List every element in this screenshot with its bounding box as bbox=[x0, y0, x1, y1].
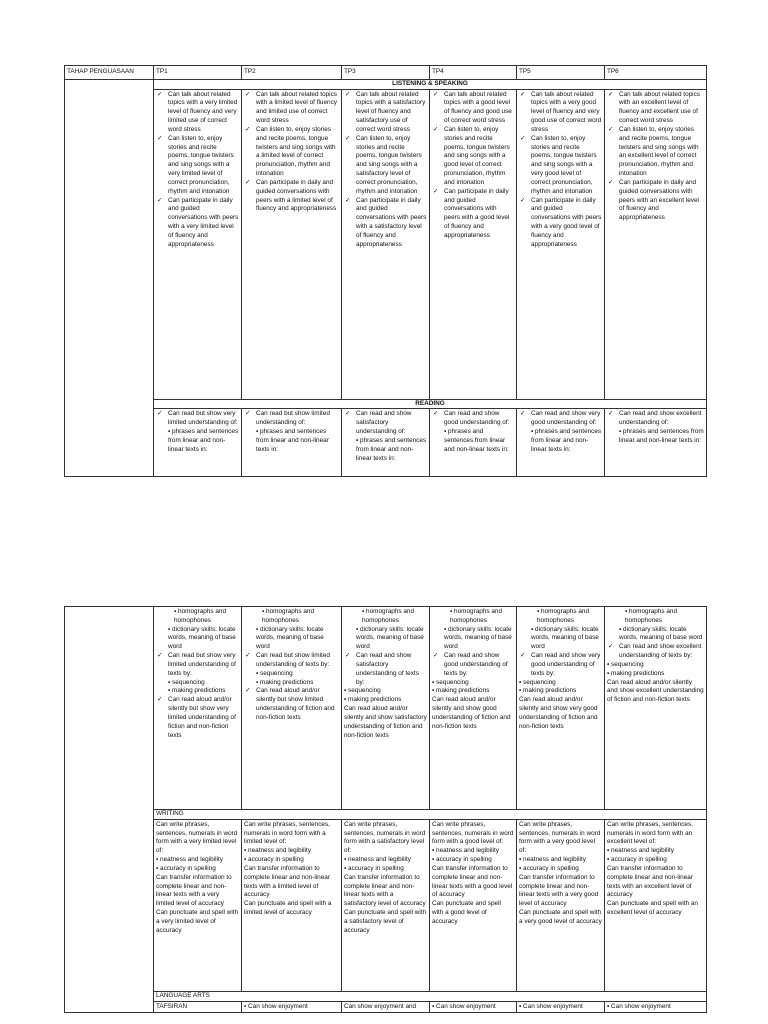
reading-tp2-item: ✓ Can read but show limited understanding of: ▪ phrases and sentences from linear and non-linear texts in: bbox=[244, 410, 339, 454]
ls-tp6-cell bbox=[605, 89, 707, 399]
writing-content-row bbox=[65, 819, 707, 991]
reading-tp4-item: ✓ Can read and show good understanding of: ▪ phrases and sentences from linear and non-linear texts in: bbox=[432, 410, 514, 454]
ls-tp6-item: ✓ Can participate in daily and guided conversations with peers with an excellent level of fluency and appropriateness bbox=[607, 179, 704, 223]
reading-tp2-cell bbox=[242, 409, 342, 477]
arts-tp5-cell: ▪ Can show enjoyment bbox=[605, 1001, 707, 1013]
ls-tp2-item: ✓ Can participate in daily and guided conversations with peers with a limited level of fluency and appropriateness bbox=[244, 179, 339, 214]
arts-tp1-cell: ▪ Can show enjoyment bbox=[242, 1001, 342, 1013]
reading-tp1-item: ✓ Can read but show very limited understanding of: ▪ phrases and sentences from linear and non-linear texts in: bbox=[156, 410, 239, 454]
reading2-tp6-cell: ▪ homographs and homophones ▪ dictionary skills: locate words, meaning of base word ✓ Can read and show excellent understanding of texts by: ▪ sequencing ▪ making predictions Can read aloud and/or silently and show excellent understanding of fiction and non-fiction texts bbox=[605, 607, 707, 810]
writing-tp6-cell: Can write phrases, sentences, numerals in word form with an excellent level of: ▪ neatness and legibility ▪ accuracy in spelling Can transfer information to complete linear and non-linear texts with an excellent level of accuracy Can punctuate and spell with an excellent level of accuracy bbox=[605, 819, 707, 991]
reading2-tp1-cell: ▪ homographs and homophones ▪ dictionary skills: locate words, meaning of base word ✓ Can read but show very limited understanding of texts by: ▪ sequencing ▪ making predictions ✓ Can read aloud and/or silently but show very limited understanding of fiction and non-fiction texts bbox=[154, 607, 242, 810]
rubric-table-part1 bbox=[64, 65, 707, 477]
writing-section-row bbox=[65, 810, 707, 820]
ls-tp5-cell bbox=[517, 89, 605, 399]
header-tp3: TP3 bbox=[342, 66, 430, 80]
ls-tp4-item: ✓ Can participate in daily and guided conversations with peers with a good level of fluency and appropriateness bbox=[432, 188, 514, 241]
writing-tp2-cell: Can write phrases, sentences, numerals in word form with a limited level of: ▪ neatness and legibility ▪ accuracy in spelling Can transfer information to complete linear and non-linear texts with a limited level of accuracy Can punctuate and spell with a limited level of accuracy bbox=[242, 819, 342, 991]
reading2-tp2-cell: ▪ homographs and homophones ▪ dictionary skills: locate words, meaning of base word ✓ Can read but show limited understanding of texts by: ▪ sequencing ▪ making predictions ✓ Can read aloud and/or silently but show limited understanding of fiction and non-fiction texts bbox=[242, 607, 342, 810]
reading-tp5-item: ✓ Can read and show very good understanding of: ▪ phrases and sentences from linear and non-linear texts in: bbox=[519, 410, 602, 454]
ls-tp5-item: ✓ Can participate in daily and guided conversations with peers with a very good level of fluency and appropriateness bbox=[519, 197, 602, 250]
writing-tp3-cell: Can write phrases, sentences, numerals in word form with a satisfactory level of: ▪ neatness and legibility ▪ accuracy in spelling Can transfer information to complete linear and non-linear texts with a satisfactory level of accuracy Can punctuate and spell with a satisfactory level of accuracy bbox=[342, 819, 430, 991]
header-tp1: TP1 bbox=[154, 66, 242, 80]
writing-tp1-cell: Can write phrases, sentences, numerals in word form with a very limited level of: ▪ neatness and legibility ▪ accuracy in spelling Can transfer information to complete linear and non-linear texts with a very limited level of accuracy Can punctuate and spell with a very limited level of accuracy bbox=[154, 819, 242, 991]
ls-tp1-item: ✓ Can listen to, enjoy stories and recite poems, tongue twisters and sing songs with a very limited level of correct pronunciation, rhythm and intonation bbox=[156, 135, 239, 197]
ls-tp3-item: ✓ Can participate in daily and guided conversations with peers with a satisfactory level of fluency and appropriateness bbox=[344, 197, 427, 250]
header-tp4: TP4 bbox=[430, 66, 517, 80]
ls-tp4-item: ✓ Can listen to, enjoy stories and recite poems, tongue twisters and sing songs with a good level of correct pronunciation, rhythm and intonation bbox=[432, 126, 514, 188]
ls-tp2-cell bbox=[242, 89, 342, 399]
reading-tp4-cell bbox=[430, 409, 517, 477]
section-writing: WRITING bbox=[154, 810, 707, 820]
reading-section-row bbox=[65, 399, 707, 409]
reading-tp3-item: ✓ Can read and show satisfactory understanding of: ▪ phrases and sentences from linear and non-linear texts in: bbox=[344, 410, 427, 463]
arts-tp2-cell: Can show enjoyment and bbox=[342, 1001, 430, 1013]
arts-section-row bbox=[65, 991, 707, 1001]
header-col0: TAHAP PENGUASAAN bbox=[65, 66, 154, 80]
ls-content-row bbox=[65, 89, 707, 399]
writing-tp5-cell: Can write phrases, sentences, numerals in word form with a very good level of: ▪ neatness and legibility ▪ accuracy in spelling Can transfer information to complete linear and non-linear texts with a very good level of accuracy Can punctuate and spell with a very good level of accuracy bbox=[517, 819, 605, 991]
ls-tp1-item: ✓ Can talk about related topics with a very limited level of fluency and very limited use of correct word stress bbox=[156, 91, 239, 135]
reading-content-row-2 bbox=[65, 607, 707, 810]
ls-tp3-cell bbox=[342, 89, 430, 399]
ls-tp3-item: ✓ Can listen to, enjoy stories and recite poems, tongue twisters and sing songs with a satisfactory level of correct pronunciation, rhythm and intonation bbox=[344, 135, 427, 197]
row-label-empty bbox=[65, 607, 154, 1013]
ls-tp6-item: ✓ Can talk about related topics with an excellent level of fluency and excellent use of correct word stress bbox=[607, 91, 704, 126]
header-tp5: TP5 bbox=[517, 66, 605, 80]
ls-tp5-item: ✓ Can listen to, enjoy stories and recite poems, tongue twisters and sing songs with a very good level of correct pronunciation, rhythm and intonation bbox=[519, 135, 602, 197]
section-reading: READING bbox=[154, 399, 707, 409]
ls-section-row bbox=[65, 79, 707, 89]
tafsiran-row bbox=[65, 1001, 707, 1013]
arts-tp4-cell: ▪ Can show enjoyment bbox=[517, 1001, 605, 1013]
header-tp2: TP2 bbox=[242, 66, 342, 80]
ls-tp2-item: ✓ Can talk about related topics with a limited level of fluency and limited use of correct word stress bbox=[244, 91, 339, 126]
reading-tp1-cell bbox=[154, 409, 242, 477]
ls-tp4-item: ✓ Can talk about related topics with a good level of fluency and good use of correct word stress bbox=[432, 91, 514, 126]
section-listening-speaking: LISTENING & SPEAKING bbox=[154, 79, 707, 89]
reading2-tp5-cell: ▪ homographs and homophones ▪ dictionary skills: locate words, meaning of base word ✓ Can read and show very good understanding of texts by: ▪ sequencing ▪ making predictions Can read aloud and/or silently and show very good understanding of fiction and non-fiction texts bbox=[517, 607, 605, 810]
ls-tp4-cell bbox=[430, 89, 517, 399]
ls-tp2-item: ✓ Can listen to, enjoy stories and recite poems, tongue twisters and sing songs with a limited level of correct pronunciation, rhythm and intonation bbox=[244, 126, 339, 179]
header-tp6: TP6 bbox=[605, 66, 707, 80]
header-row bbox=[65, 66, 707, 80]
reading-tp5-cell bbox=[517, 409, 605, 477]
reading-content-row-1 bbox=[65, 409, 707, 477]
reading-tp6-cell bbox=[605, 409, 707, 477]
tafsiran-label: TAFSIRAN bbox=[154, 1001, 242, 1013]
reading-tp3-cell bbox=[342, 409, 430, 477]
rubric-table-part2 bbox=[64, 606, 707, 1013]
writing-tp4-cell: Can write phrases, sentences, numerals in word form with a good level of: ▪ neatness and legibility ▪ accuracy in spelling Can transfer information to complete linear and non-linear texts with a good level of accuracy Can punctuate and spell with a good level of accuracy bbox=[430, 819, 517, 991]
ls-tp1-cell bbox=[154, 89, 242, 399]
reading-tp6-item: ✓ Can read and show excellent understanding of: ▪ phrases and sentences from linear and non-linear texts in: bbox=[607, 410, 704, 445]
reading2-tp4-cell: ▪ homographs and homophones ▪ dictionary skills: locate words, meaning of base word ✓ Can read and show good understanding of texts by: ▪ sequencing ▪ making predictions Can read aloud and/or silently and show good understanding of fiction and non-fiction texts bbox=[430, 607, 517, 810]
ls-tp6-item: ✓ Can listen to, enjoy stories and recite poems, tongue twisters and sing songs with an excellent level of correct pronunciation, rhythm and intonation bbox=[607, 126, 704, 179]
ls-tp1-item: ✓ Can participate in daily and guided conversations with peers with a very limited level of fluency and appropriateness bbox=[156, 197, 239, 250]
ls-tp3-item: ✓ Can talk about related topics with a satisfactory level of fluency and satisfactory use of correct word stress bbox=[344, 91, 427, 135]
row-label-empty bbox=[65, 79, 154, 477]
reading2-tp3-cell: ▪ homographs and homophones ▪ dictionary skills: locate words, meaning of base word ✓ Can read and show satisfactory understanding of texts by: ▪ sequencing ▪ making predictions Can read aloud and/or silently and show satisfactory understanding of fiction and non-fiction texts bbox=[342, 607, 430, 810]
arts-tp3-cell: ▪ Can show enjoyment bbox=[430, 1001, 517, 1013]
section-language-arts: LANGUAGE ARTS bbox=[154, 991, 707, 1001]
ls-tp5-item: ✓ Can talk about related topics with a very good level of fluency and very good use of correct word stress bbox=[519, 91, 602, 135]
